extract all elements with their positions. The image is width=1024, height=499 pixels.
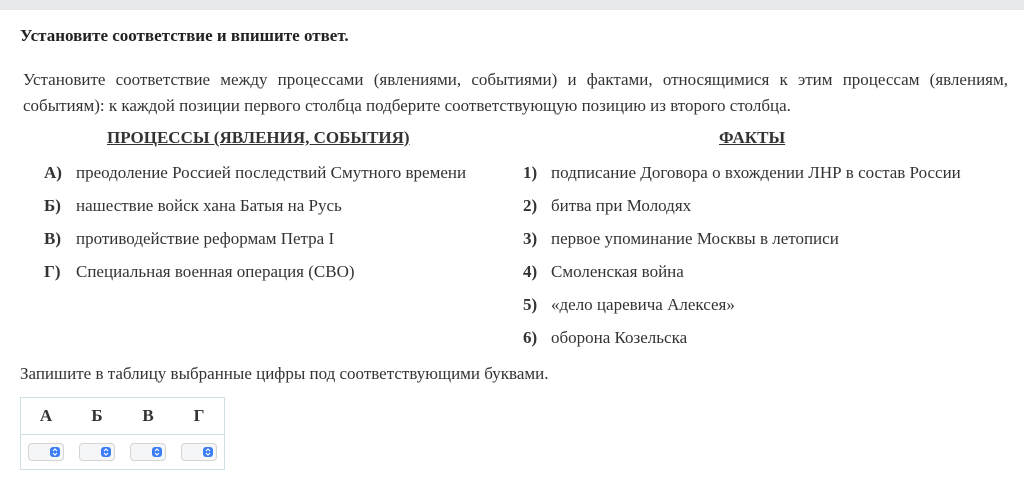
- answer-header-g: Г: [193, 406, 205, 425]
- process-key: Г): [44, 262, 61, 281]
- process-text: преодоление Россией последствий Смутного времени: [76, 163, 467, 182]
- answer-select-b[interactable]: [79, 443, 115, 461]
- fact-key: 4): [523, 262, 538, 281]
- fact-text: «дело царевича Алексея»: [551, 295, 735, 314]
- answer-table-header: [21, 398, 224, 435]
- process-key: А): [44, 163, 62, 182]
- fact-text: первое упоминание Москвы в летописи: [551, 229, 839, 248]
- fact-item: [523, 327, 687, 349]
- answer-header-v: В: [142, 406, 154, 425]
- task-title: Установите соответствие и впишите ответ.: [20, 26, 349, 45]
- answer-instruction: Запишите в таблицу выбранные цифры под соответствующими буквами.: [20, 364, 549, 383]
- fact-text: оборона Козельска: [551, 328, 688, 347]
- answer-select-v[interactable]: [130, 443, 166, 461]
- up-down-chevron-icon: [101, 447, 111, 457]
- fact-item: [523, 195, 691, 217]
- answer-table: [20, 397, 225, 470]
- fact-item: [523, 261, 684, 283]
- process-text: противодействие реформам Петра I: [76, 229, 335, 248]
- process-key: Б): [44, 196, 61, 215]
- answer-header-a: А: [39, 406, 53, 425]
- fact-item: [523, 162, 961, 184]
- process-item: [44, 162, 466, 184]
- fact-key: 3): [523, 229, 538, 248]
- answer-select-a[interactable]: [28, 443, 64, 461]
- facts-column-header: ФАКТЫ: [719, 128, 786, 147]
- process-item: [44, 195, 342, 217]
- up-down-chevron-icon: [203, 447, 213, 457]
- fact-text: подписание Договора о вхождении ЛНР в состав России: [551, 163, 961, 182]
- processes-column-header: ПРОЦЕССЫ (ЯВЛЕНИЯ, СОБЫТИЯ): [107, 128, 410, 147]
- fact-key: 6): [523, 328, 538, 347]
- fact-item: [523, 228, 839, 250]
- process-item: [44, 261, 355, 283]
- fact-item: [523, 294, 735, 316]
- fact-key: 5): [523, 295, 538, 314]
- fact-key: 1): [523, 163, 538, 182]
- fact-text: Смоленская война: [551, 262, 684, 281]
- process-text: нашествие войск хана Батыя на Русь: [76, 196, 342, 215]
- up-down-chevron-icon: [152, 447, 162, 457]
- process-key: В): [44, 229, 61, 248]
- fact-key: 2): [523, 196, 538, 215]
- up-down-chevron-icon: [50, 447, 60, 457]
- top-bar: [0, 0, 1024, 10]
- process-text: Специальная военная операция (СВО): [76, 262, 355, 281]
- task-intro: Установите соответствие между процессами (явлениями, событиями) и фактами, относящимися к этим процессам (явлениям, событиям): к каждой позиции первого столбца подберите соответствующую позицию из второго столбца.: [23, 70, 1008, 115]
- answer-select-g[interactable]: [181, 443, 217, 461]
- fact-text: битва при Молодях: [551, 196, 692, 215]
- process-item: [44, 228, 334, 250]
- answer-header-b: Б: [91, 406, 103, 425]
